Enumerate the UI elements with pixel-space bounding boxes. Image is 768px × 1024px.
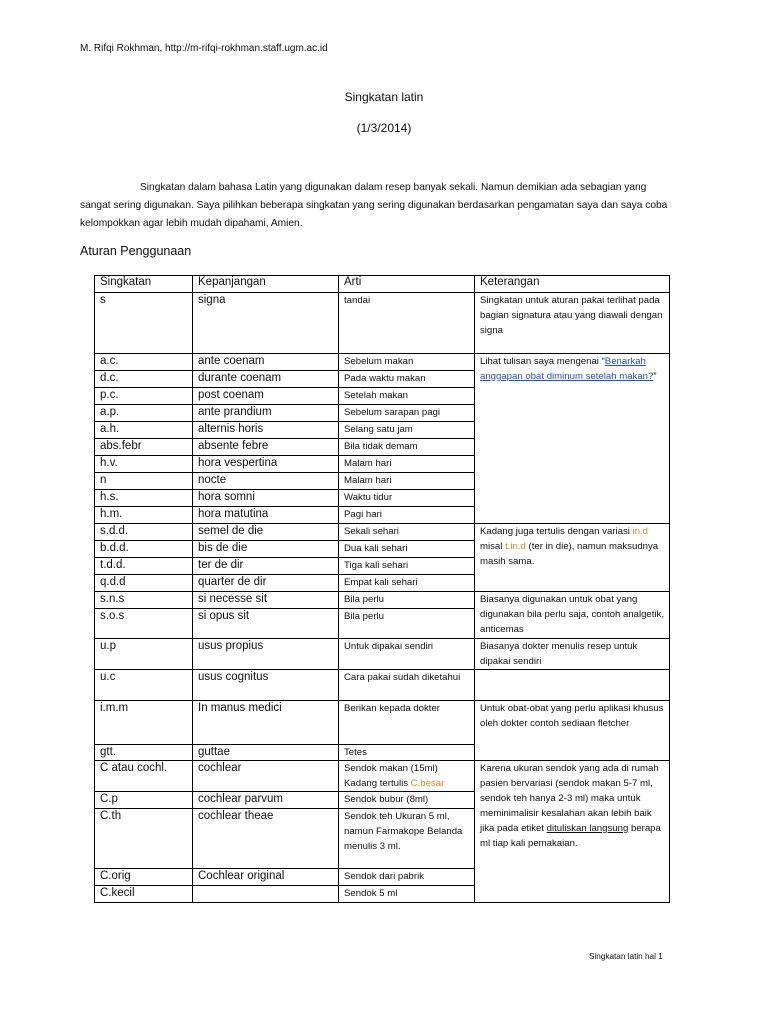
note-text: Lihat tulisan saya mengenai “ [480, 356, 605, 367]
cell-long: hora vespertina [193, 456, 339, 473]
article-link[interactable]: Benarkah anggapan obat diminum setelah makan? [480, 356, 654, 382]
cell-long: signa [193, 293, 339, 354]
note-coenam [475, 354, 670, 524]
cell-meaning: Pada waktu makan [339, 371, 475, 388]
cell-long: alternis horis [193, 422, 339, 439]
cell-long: hora matutina [193, 507, 339, 524]
cell-abbr: s.d.d. [95, 524, 193, 541]
cell-long: hora somni [193, 490, 339, 507]
cell-abbr: a.h. [95, 422, 193, 439]
header-kepanjangan: Kepanjangan [193, 276, 339, 293]
intro-paragraph: Singkatan dalam bahasa Latin yang digunakan dalam resep banyak sekali. Namun demikian ada sebagian yang sangat sering digunakan. Saya pilihkan beberapa singkatan yang sering digunakan berdasarkan pengamatan saya dan saya coba kelompokkan agar lebih mudah dipahami, Amien. [80, 182, 668, 229]
table-row [95, 354, 670, 371]
cell-abbr: s.n.s [95, 592, 193, 609]
cell-abbr: a.c. [95, 354, 193, 371]
meaning-line: Kadang tertulis [344, 778, 411, 789]
cell-meaning: Pagi hari [339, 507, 475, 524]
cell-meaning: Malam hari [339, 473, 475, 490]
cell-abbr: abs.febr [95, 439, 193, 456]
cell-abbr: C atau cochl. [95, 761, 193, 792]
cell-meaning: Untuk dipakai sendiri [339, 639, 475, 670]
cell-abbr: t.d.d. [95, 558, 193, 575]
cell-long: bis de die [193, 541, 339, 558]
cell-long: cochlear parvum [193, 792, 339, 809]
cell-meaning: Bila perlu [339, 609, 475, 639]
cell-long: usus cognitus [193, 670, 339, 701]
note-bila-perlu: Biasanya digunakan untuk obat yang digunakan bila perlu saja, contoh analgetik, anticemas [475, 592, 670, 639]
page-footer: Singkatan latin hal 1 [589, 952, 663, 961]
cell-meaning: Setelah makan [339, 388, 475, 405]
cell-abbr: h.s. [95, 490, 193, 507]
cell-long: guttae [193, 745, 339, 761]
table-row [95, 670, 670, 701]
cell-abbr: C.orig [95, 869, 193, 886]
cell-long: usus propius [193, 639, 339, 670]
cell-long: durante coenam [193, 371, 339, 388]
cell-abbr: u.p [95, 639, 193, 670]
cell-abbr: gtt. [95, 745, 193, 761]
cell-long: cochlear theae [193, 809, 339, 869]
cell-long: absente febre [193, 439, 339, 456]
cell-meaning: Sebelum sarapan pagi [339, 405, 475, 422]
cell-meaning: Berikan kepada dokter [339, 701, 475, 745]
cell-long: Cochlear original [193, 869, 339, 886]
meaning-line: Sendok makan (15ml) [344, 763, 438, 774]
header-singkatan: Singkatan [95, 276, 193, 293]
highlight-ind: in.d [632, 526, 649, 537]
cell-meaning: Sendok bubur (8ml) [339, 792, 475, 809]
cell-abbr: C.p [95, 792, 193, 809]
note-text: (ter in die), namun maksudnya masih sama. [480, 541, 659, 567]
table-row [95, 524, 670, 541]
cell-long: ante prandium [193, 405, 339, 422]
cell-abbr: u.c [95, 670, 193, 701]
page-header: M. Rifqi Rokhman, http://m-rifqi-rokhman.staff.ugm.ac.id [80, 43, 328, 54]
cell-abbr: a.p. [95, 405, 193, 422]
cell-meaning: Tiga kali sehari [339, 558, 475, 575]
cell-long: ter de dir [193, 558, 339, 575]
cell-abbr: s.o.s [95, 609, 193, 639]
note-text: Kadang juga tertulis dengan variasi [480, 526, 633, 537]
note-text: Karena ukuran sendok yang ada di rumah pasien bervariasi (sendok makan 5-7 ml, sendok teh hanya 2-3 ml) maka untuk meminimalisir kesalahan akan lebih baik jika pada etiket [480, 763, 659, 834]
cell-meaning: Sendok 5 ml [339, 886, 475, 903]
cell-meaning: Bila tidak demam [339, 439, 475, 456]
cell-meaning: Dua kali sehari [339, 541, 475, 558]
cell-meaning: Malam hari [339, 456, 475, 473]
table-header-row [95, 276, 670, 293]
highlight-tind: t.in.d [505, 541, 526, 552]
cell-long: ante coenam [193, 354, 339, 371]
note-text: berapa ml tiap kali pemakaian. [480, 823, 661, 849]
abbreviation-table [94, 275, 670, 903]
cell-meaning: Bila perlu [339, 592, 475, 609]
cell-abbr: h.v. [95, 456, 193, 473]
note-signa: Singkatan untuk aturan pakai terlihat pada bagian signatura atau yang diawali dengan signa [475, 293, 670, 354]
cell-meaning [339, 761, 475, 792]
header-keterangan: Keterangan [475, 276, 670, 293]
cell-meaning: Sekali sehari [339, 524, 475, 541]
note-dipakai-sendiri: Biasanya dokter menulis resep untuk dipakai sendiri [475, 639, 670, 670]
cell-meaning: Tetes [339, 745, 475, 761]
note-de-die [475, 524, 670, 592]
cell-abbr: C.kecil [95, 886, 193, 903]
table-row [95, 592, 670, 609]
cell-meaning: Empat kali sehari [339, 575, 475, 592]
cell-long: semel de die [193, 524, 339, 541]
cell-meaning: Sendok dari pabrik [339, 869, 475, 886]
cell-abbr: n [95, 473, 193, 490]
cell-long: cochlear [193, 761, 339, 792]
cell-long: si necesse sit [193, 592, 339, 609]
cell-abbr: C.th [95, 809, 193, 869]
cell-long: quarter de dir [193, 575, 339, 592]
cell-meaning: Sendok teh Ukuran 5 ml, namun Farmakope Belanda menulis 3 ml. [339, 809, 475, 869]
underlined-text: dituliskan langsung [546, 823, 629, 834]
cell-long: nocte [193, 473, 339, 490]
note-text: misal [480, 541, 506, 552]
cell-abbr: i.m.m [95, 701, 193, 745]
document-date: (1/3/2014) [356, 121, 412, 135]
section-title: Aturan Penggunaan [80, 244, 192, 258]
table-row [95, 639, 670, 670]
cell-meaning: Cara pakai sudah diketahui [339, 670, 475, 701]
highlight-cbesar: C.besar [410, 778, 445, 789]
note-empty [475, 670, 670, 701]
cell-abbr: p.c. [95, 388, 193, 405]
cell-long: post coenam [193, 388, 339, 405]
cell-abbr: q.d.d [95, 575, 193, 592]
table-row [95, 701, 670, 745]
table-row [95, 293, 670, 354]
cell-abbr: b.d.d. [95, 541, 193, 558]
note-text: ” [653, 371, 657, 382]
cell-long: si opus sit [193, 609, 339, 639]
cell-abbr: d.c. [95, 371, 193, 388]
document-title: Singkatan latin [344, 90, 424, 104]
cell-meaning: Sebelum makan [339, 354, 475, 371]
note-sendok [475, 761, 670, 903]
table-row [95, 761, 670, 792]
cell-long: In manus medici [193, 701, 339, 745]
cell-long [193, 886, 339, 903]
cell-abbr: h.m. [95, 507, 193, 524]
cell-abbr: s [95, 293, 193, 354]
note-dokter: Untuk obat-obat yang perlu aplikasi khusus oleh dokter contoh sediaan fletcher [475, 701, 670, 761]
cell-meaning: tandai [339, 293, 475, 354]
cell-meaning: Selang satu jam [339, 422, 475, 439]
header-arti: Arti [339, 276, 475, 293]
cell-meaning: Waktu tidur [339, 490, 475, 507]
